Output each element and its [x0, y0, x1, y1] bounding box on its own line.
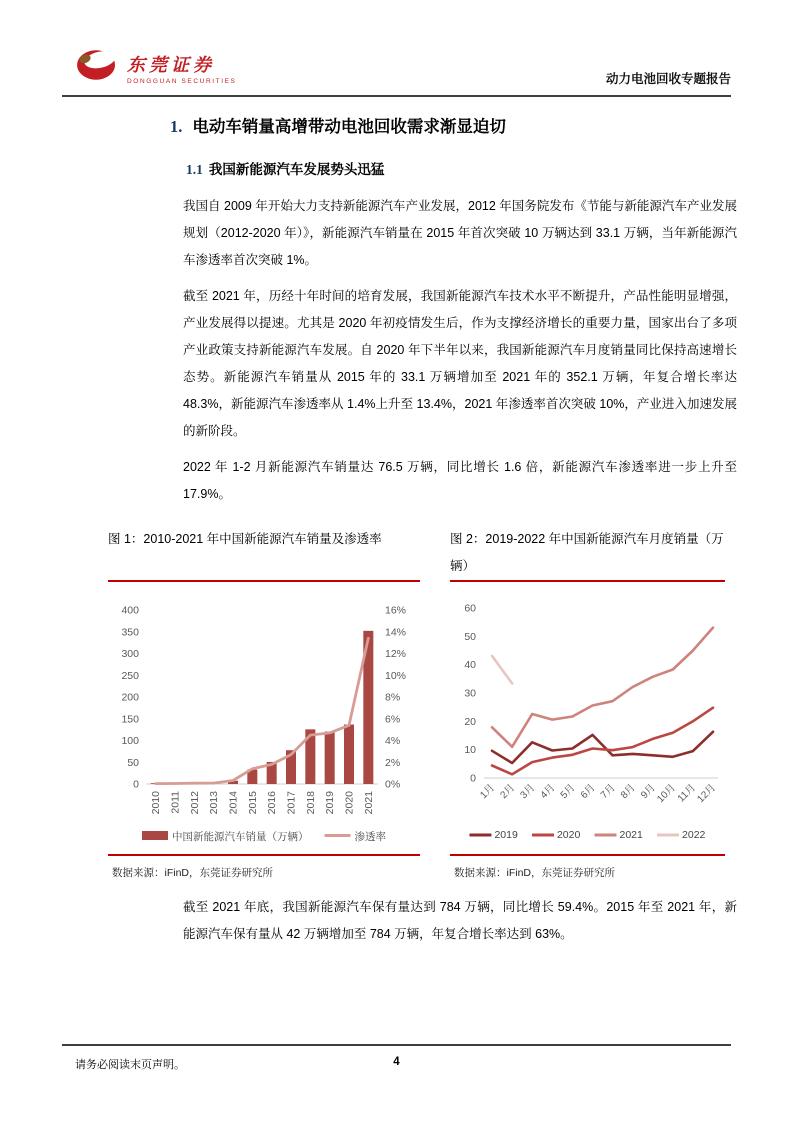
- svg-text:7月: 7月: [598, 782, 618, 802]
- svg-text:1月: 1月: [478, 782, 498, 802]
- svg-text:2010: 2010: [150, 791, 163, 815]
- svg-text:350: 350: [121, 626, 139, 639]
- section-heading: [170, 113, 731, 137]
- header-rule: [62, 95, 731, 97]
- svg-text:2012: 2012: [188, 791, 201, 815]
- svg-text:12月: 12月: [695, 782, 719, 806]
- svg-text:40: 40: [464, 659, 476, 672]
- figure-1-title: 图 1：2010-2021 年中国新能源汽车销量及渗透率: [108, 532, 382, 546]
- body-paragraph-after-figures: 截至 2021 年底，我国新能源汽车保有量达到 784 万辆，同比增长 59.4%。2015 年至 2021 年，新能源汽车保有量从 42 万辆增加至 784 万辆，年复合增长率达到 63%。: [183, 900, 737, 941]
- svg-text:10: 10: [464, 744, 476, 757]
- svg-text:16%: 16%: [385, 604, 407, 617]
- figure-2-title: 图 2：2019-2022 年中国新能源汽车月度销量（万辆）: [450, 532, 724, 573]
- svg-text:4月: 4月: [538, 782, 558, 802]
- figure-1-chart-box: [108, 580, 420, 856]
- svg-text:400: 400: [121, 604, 139, 617]
- svg-text:2019: 2019: [324, 791, 337, 815]
- svg-text:2020: 2020: [556, 829, 581, 841]
- figure-1-source: 数据来源：iFinD，东莞证券研究所: [112, 867, 274, 879]
- svg-text:200: 200: [121, 691, 139, 704]
- svg-text:30: 30: [464, 687, 476, 700]
- svg-text:2017: 2017: [285, 791, 298, 815]
- svg-text:9月: 9月: [639, 782, 658, 802]
- svg-text:2014: 2014: [227, 791, 240, 815]
- brand-text: [127, 51, 237, 85]
- body-paragraph: 2022 年 1-2 月新能源汽车销量达 76.5 万辆，同比增长 1.6 倍，新能源汽车渗透率进一步上升至 17.9%。: [183, 460, 737, 501]
- svg-text:2018: 2018: [304, 791, 317, 815]
- svg-text:2020: 2020: [343, 791, 356, 815]
- subsection-title: 我国新能源汽车发展势头迅猛: [208, 162, 385, 177]
- figure-2-chart-box: [450, 580, 725, 856]
- section-title: 电动车销量高增带动电池回收需求渐显迫切: [192, 118, 506, 136]
- svg-text:8月: 8月: [618, 782, 638, 802]
- section-number: 1.: [170, 117, 183, 136]
- svg-text:250: 250: [121, 669, 139, 682]
- svg-text:0: 0: [133, 778, 139, 791]
- svg-text:2022: 2022: [682, 829, 706, 841]
- body-paragraph: 我国自 2009 年开始大力支持新能源汽车产业发展，2012 年国务院发布《节能与新能源汽车产业发展规划（2012-2020 年）》，新能源汽车销量在 2015 年首次突破 10 万辆达到 33.1 万辆，当年新能源汽车渗透率首次突破 1%。: [183, 199, 737, 267]
- svg-text:2016: 2016: [266, 791, 279, 815]
- figure-2: [450, 526, 725, 880]
- page-number: 4: [393, 1056, 400, 1068]
- svg-text:渗透率: 渗透率: [354, 831, 386, 843]
- svg-text:11月: 11月: [675, 782, 699, 805]
- page-footer: [62, 1044, 731, 1072]
- figure-1: [108, 526, 420, 880]
- svg-text:2021: 2021: [619, 829, 643, 841]
- svg-text:0%: 0%: [385, 778, 401, 791]
- svg-text:中国新能源汽车销量（万辆）: 中国新能源汽车销量（万辆）: [172, 831, 309, 843]
- svg-text:6%: 6%: [385, 713, 401, 726]
- page-header: [62, 0, 731, 95]
- svg-text:2019: 2019: [494, 829, 518, 841]
- svg-text:0: 0: [470, 772, 476, 785]
- svg-text:50: 50: [127, 756, 139, 769]
- svg-text:14%: 14%: [385, 626, 407, 639]
- svg-text:2月: 2月: [498, 782, 518, 802]
- svg-text:12%: 12%: [385, 648, 407, 660]
- svg-text:5月: 5月: [558, 782, 578, 802]
- svg-text:50: 50: [464, 630, 476, 643]
- svg-text:2013: 2013: [208, 791, 221, 815]
- sales-and-penetration-chart: [108, 588, 420, 846]
- svg-text:10月: 10月: [655, 782, 678, 806]
- figure-2-source: 数据来源：iFinD，东莞证券研究所: [454, 867, 616, 879]
- figures-row: [108, 526, 731, 880]
- svg-text:100: 100: [121, 735, 139, 747]
- svg-text:10%: 10%: [385, 669, 407, 682]
- svg-text:2021: 2021: [362, 791, 375, 815]
- svg-text:60: 60: [464, 602, 476, 615]
- svg-text:150: 150: [121, 713, 139, 726]
- brand: [75, 46, 237, 89]
- svg-text:2015: 2015: [246, 791, 259, 815]
- subsection-heading: [186, 158, 731, 178]
- body-paragraphs: [183, 193, 737, 508]
- dongguan-securities-logo-icon: [75, 46, 119, 89]
- svg-text:20: 20: [464, 715, 476, 728]
- svg-text:4%: 4%: [385, 735, 401, 747]
- svg-text:300: 300: [121, 648, 139, 660]
- subsection-number: 1.1: [186, 162, 203, 177]
- svg-text:2%: 2%: [385, 756, 401, 769]
- svg-text:8%: 8%: [385, 691, 401, 704]
- footer-disclaimer: 请务必阅读末页声明。: [75, 1059, 185, 1071]
- svg-text:3月: 3月: [518, 782, 538, 802]
- svg-text:6月: 6月: [578, 782, 598, 802]
- report-tag: 动力电池回收专题报告: [605, 72, 731, 86]
- brand-name-cn: 东莞证券: [127, 54, 215, 75]
- brand-name-en: DONGGUAN SECURITIES: [127, 77, 237, 85]
- svg-text:2011: 2011: [169, 791, 182, 814]
- body-paragraph: 截至 2021 年，历经十年时间的培育发展，我国新能源汽车技术水平不断提升，产品性能明显增强，产业发展得以提速。尤其是 2020 年初疫情发生后，作为支撑经济增长的重要力量，国家出台了多项产业政策支持新能源汽车发展。自 2020 年下半年以来，我国新能源汽车月度销量同比保持高速增长态势。新能源汽车销量从 2015 年的 33.1 万辆增加至 2021 年的 352.1 万辆，年复合增长率达 48.3%，新能源汽车渗透率从 1.4%上升至 13.4%，2021 年渗透率首次突破 10%，产业进入加速发展的新阶段。: [183, 289, 737, 438]
- monthly-sales-line-chart: [450, 588, 725, 846]
